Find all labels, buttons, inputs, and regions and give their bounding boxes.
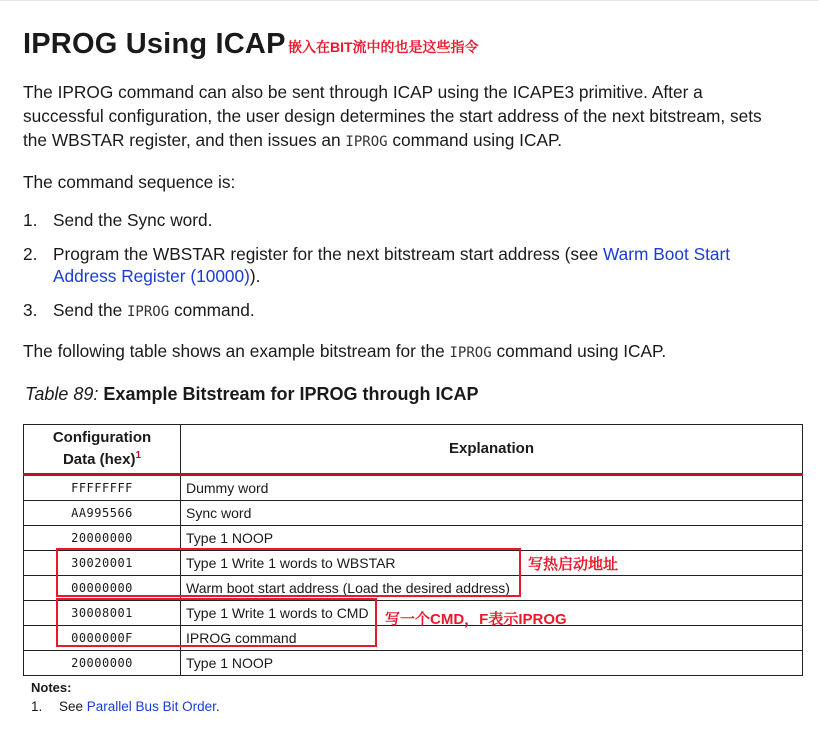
explanation-cell: IPROG command xyxy=(181,626,803,651)
hex-cell: AA995566 xyxy=(24,501,181,526)
parallel-bus-link[interactable]: Parallel Bus Bit Order xyxy=(86,699,216,714)
table-row xyxy=(24,501,803,526)
cmd-annotation: 写一个CMD，F表示IPROG xyxy=(385,611,567,628)
iprog-code: IPROG xyxy=(127,304,170,320)
explanation-header: Explanation xyxy=(181,425,803,475)
note-item: 1. See Parallel Bus Bit Order. xyxy=(31,699,220,714)
notes-title: Notes: xyxy=(31,680,72,695)
explanation-cell: Type 1 Write 1 words to WBSTAR xyxy=(181,551,803,576)
hex-cell: 0000000F xyxy=(24,626,181,651)
hex-cell: 30020001 xyxy=(24,551,181,576)
page-title: IPROG Using ICAP xyxy=(23,28,286,60)
top-divider xyxy=(0,0,819,7)
iprog-code: IPROG xyxy=(449,345,492,361)
list-item: 1. Send the Sync word. xyxy=(23,210,213,230)
explanation-cell: Warm boot start address (Load the desired address) xyxy=(181,576,803,601)
explanation-cell: Type 1 NOOP xyxy=(181,651,803,676)
list-item: 3. Send the IPROG command. xyxy=(23,300,255,320)
hex-cell: 00000000 xyxy=(24,576,181,601)
iprog-code: IPROG xyxy=(345,134,388,150)
warm-boot-register-link[interactable]: Warm Boot Start Address Register (10000) xyxy=(53,244,731,286)
table-intro: The following table shows an example bitstream for the IPROG command using ICAP. xyxy=(23,341,667,361)
table-row xyxy=(24,651,803,676)
table-row xyxy=(24,475,803,501)
explanation-cell: Type 1 NOOP xyxy=(181,526,803,551)
explanation-cell: Sync word xyxy=(181,501,803,526)
sequence-intro: The command sequence is: xyxy=(23,172,236,192)
hex-cell: 30008001 xyxy=(24,601,181,626)
wbstar-annotation: 写热启动地址 xyxy=(528,556,619,573)
table-header-row xyxy=(24,425,803,475)
cmd-highlight-box xyxy=(56,598,377,647)
table-caption: Table 89: Example Bitstream for IPROG through ICAP xyxy=(25,384,479,404)
hex-cell: FFFFFFFF xyxy=(24,475,181,501)
title-annotation: 嵌入在BIT流中的也是这些指令 xyxy=(288,39,479,55)
table-row xyxy=(24,526,803,551)
hex-cell: 20000000 xyxy=(24,651,181,676)
wbstar-highlight-box xyxy=(56,548,521,597)
list-item: 2. Program the WBSTAR register for the next bitstream start address (see Warm Boot Start Address Register (10000)). xyxy=(23,244,731,286)
config-data-header: Configuration Data (hex)$^1$ xyxy=(24,425,181,475)
intro-paragraph: The IPROG command can also be sent through ICAP using the ICAPE3 primitive. After a successful configuration, the user design determines the start address of the next bitstream, sets the WBSTAR register, and then issues an IPROG command using ICAP. xyxy=(23,82,762,150)
explanation-cell: Dummy word xyxy=(181,475,803,501)
explanation-cell: Type 1 Write 1 words to CMD xyxy=(181,601,803,626)
hex-cell: 20000000 xyxy=(24,526,181,551)
